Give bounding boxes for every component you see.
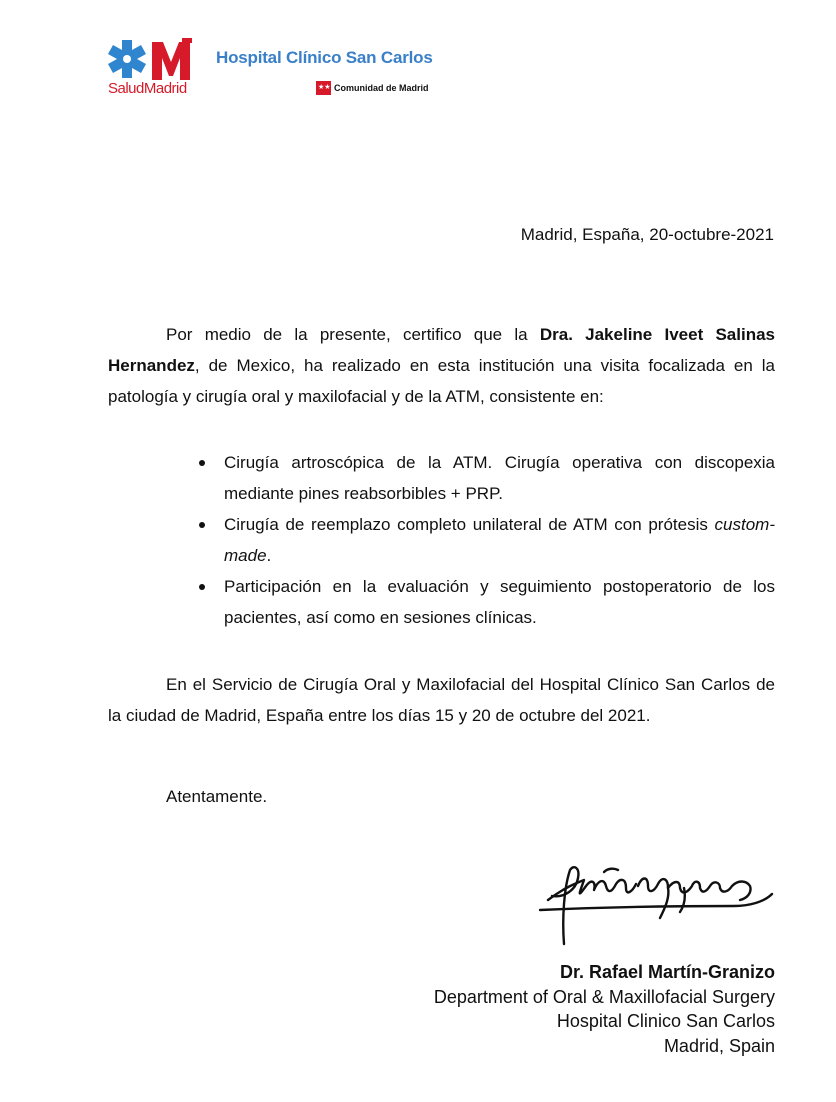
service-paragraph: En el Servicio de Cirugía Oral y Maxilofacial del Hospital Clínico San Carlos de la ciudad de Madrid, España entre los días 15 y 20 de octubre del 2021. [108, 675, 775, 725]
salud-madrid-logo [108, 38, 200, 100]
region-name: Comunidad de Madrid [334, 83, 429, 93]
intro-part2: , de Mexico, ha realizado en esta institución una visita focalizada en la patología y cirugía oral y maxilofacial y de la ATM, consistente en: [108, 356, 775, 406]
intro-paragraph [108, 319, 775, 412]
comunidad-madrid-logo [316, 80, 429, 96]
signatory-hospital: Hospital Clinico San Carlos [556, 1011, 775, 1031]
signatory-block [434, 960, 775, 1058]
hospital-name: Hospital Clínico San Carlos [216, 48, 433, 67]
activities-list [196, 447, 775, 633]
list-item: Cirugía artroscópica de la ATM. Cirugía operativa con discopexia mediante pines reabsorbibles + PRP. [196, 447, 775, 509]
logo-text: SaludMadrid [108, 80, 187, 97]
signatory-name: Dr. Rafael Martín-Granizo [559, 962, 775, 982]
signatory-location: Madrid, Spain [663, 1035, 775, 1056]
closing-text: Atentamente. [166, 787, 268, 806]
list-item: Cirugía de reemplazo completo unilateral de ATM con prótesis custom-made. [196, 509, 775, 571]
emphasis: custom-made [224, 515, 775, 565]
list-item: Participación en la evaluación y seguimiento postoperatorio de los pacientes, así como en sesiones clínicas. [196, 571, 775, 633]
handwritten-signature [534, 858, 779, 954]
madrid-flag-icon: ★★ [316, 81, 331, 95]
signatory-department: Department of Oral & Maxillofacial Surgery [433, 986, 775, 1007]
intro-part1: Por medio de la presente, certifico que la [166, 325, 540, 344]
letter-date: Madrid, España, 20-octubre-2021 [520, 225, 774, 244]
recipient-name: Dra. Jakeline Iveet Salinas Hernandez [108, 325, 776, 375]
